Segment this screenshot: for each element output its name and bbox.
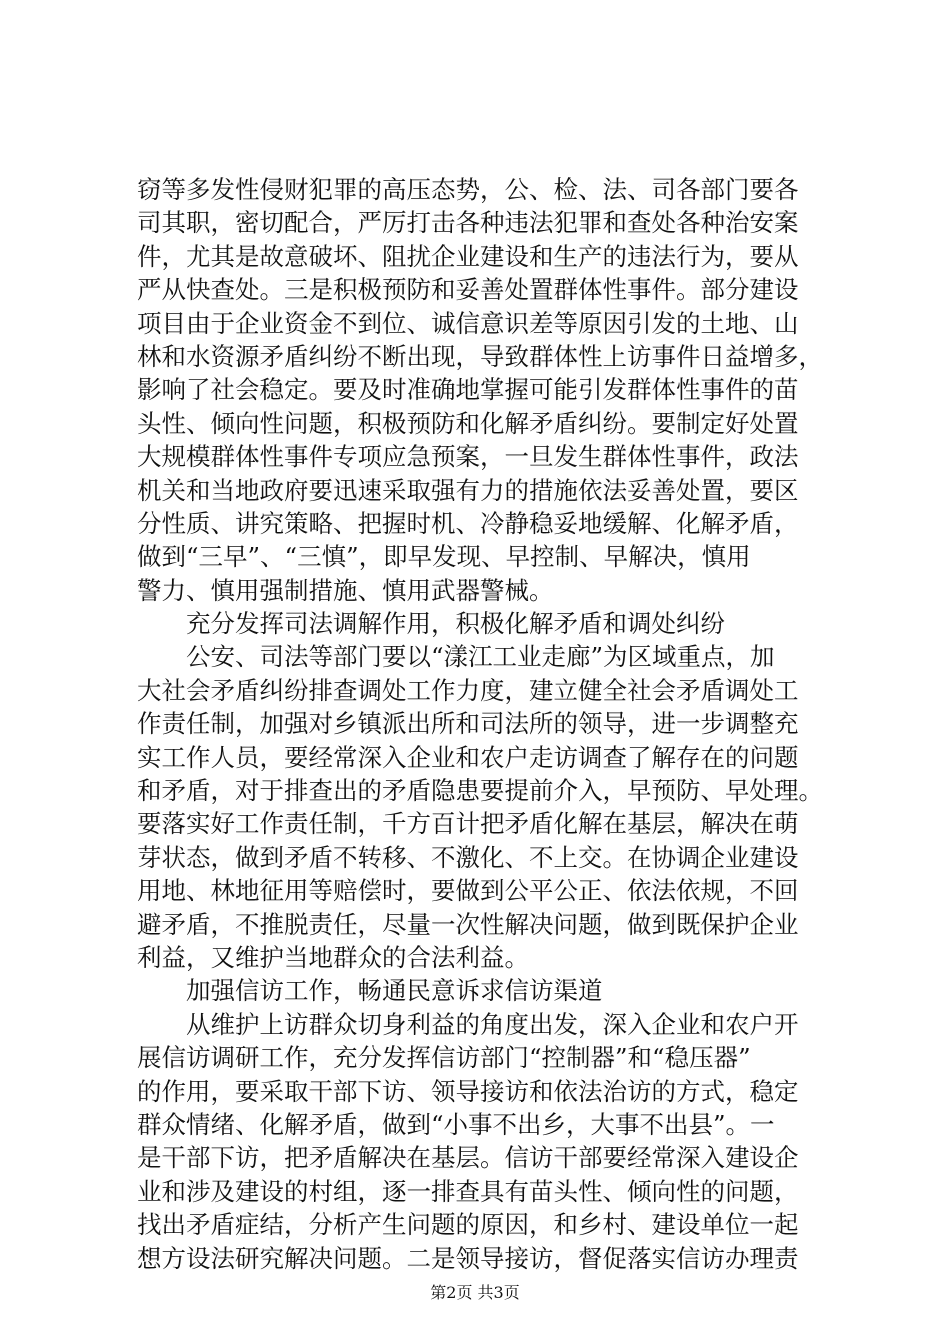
- text-line: 影响了社会稳定。要及时准确地掌握可能引发群体性事件的苗: [137, 375, 799, 405]
- text-line: 利益，又维护当地群众的合法利益。: [137, 942, 529, 972]
- text-line: 警力、慎用强制措施、慎用武器警械。: [137, 575, 554, 605]
- text-line: 用地、林地征用等赔偿时，要做到公平公正、依法依规，不回: [137, 876, 799, 906]
- text-line: 大规模群体性事件专项应急预案，一旦发生群体性事件，政法: [137, 442, 799, 472]
- section-heading: 充分发挥司法调解作用，积极化解矛盾和调处纠纷: [186, 609, 725, 639]
- text-line: 展信访调研工作，充分发挥信访部门“控制器”和“稳压器”: [137, 1043, 751, 1073]
- text-line: 窃等多发性侵财犯罪的高压态势，公、检、法、司各部门要各: [137, 175, 799, 204]
- body-text: [137, 173, 837, 1275]
- page-footer: 第2页 共3页: [430, 1283, 520, 1302]
- text-line: 实工作人员，要经常深入企业和农户走访调查了解存在的问题: [137, 742, 799, 772]
- paragraph-first-line: 从维护上访群众切身利益的角度出发，深入企业和农户开: [186, 1009, 799, 1039]
- text-line: 大社会矛盾纠纷排查调处工作力度，建立健全社会矛盾调处工: [137, 675, 799, 705]
- text-line: 严从快查处。三是积极预防和妥善处置群体性事件。部分建设: [137, 275, 799, 305]
- text-line: 和矛盾，对于排查出的矛盾隐患要提前介入，早预防、早处理。: [137, 776, 823, 806]
- text-line: 找出矛盾症结，分析产生问题的原因，和乡村、建设单位一起: [137, 1210, 799, 1240]
- text-line: 做到“三早”、“三慎”，即早发现、早控制、早解决，慎用: [137, 542, 751, 572]
- text-line: 项目由于企业资金不到位、诚信意识差等原因引发的土地、山: [137, 308, 799, 338]
- text-line: 是干部下访，把矛盾解决在基层。信访干部要经常深入建设企: [137, 1143, 799, 1173]
- text-line: 机关和当地政府要迅速采取强有力的措施依法妥善处置，要区: [137, 475, 799, 505]
- text-line: 避矛盾，不推脱责任，尽量一次性解决问题，做到既保护企业: [137, 909, 799, 939]
- text-line: 的作用，要采取干部下访、领导接访和依法治访的方式，稳定: [137, 1076, 799, 1106]
- text-line: 作责任制，加强对乡镇派出所和司法所的领导，进一步调整充: [137, 709, 799, 739]
- text-line: 业和涉及建设的村组，逐一排查具有苗头性、倾向性的问题，: [137, 1176, 799, 1206]
- text-line: 头性、倾向性问题，积极预防和化解矛盾纠纷。要制定好处置: [137, 408, 799, 438]
- text-line: 想方设法研究解决问题。二是领导接访，督促落实信访办理责: [137, 1243, 799, 1273]
- text-line: 林和水资源矛盾纠纷不断出现，导致群体性上访事件日益增多，: [137, 341, 823, 371]
- text-line: 件，尤其是故意破坏、阻扰企业建设和生产的违法行为，要从: [137, 241, 799, 271]
- paragraph-first-line: 公安、司法等部门要以“漾江工业走廊”为区域重点，加: [186, 642, 775, 672]
- text-line: 分性质、讲究策略、把握时机、冷静稳妥地缓解、化解矛盾，: [137, 508, 799, 538]
- text-line: 司其职，密切配合，严厉打击各种违法犯罪和查处各种治安案: [137, 208, 799, 238]
- section-heading: 加强信访工作，畅通民意诉求信访渠道: [186, 976, 603, 1006]
- text-line: 群众情绪、化解矛盾，做到“小事不出乡，大事不出县”。一: [137, 1109, 775, 1139]
- text-line: 要落实好工作责任制，千方百计把矛盾化解在基层，解决在萌: [137, 809, 799, 839]
- text-line: 芽状态，做到矛盾不转移、不激化、不上交。在协调企业建设: [137, 842, 799, 872]
